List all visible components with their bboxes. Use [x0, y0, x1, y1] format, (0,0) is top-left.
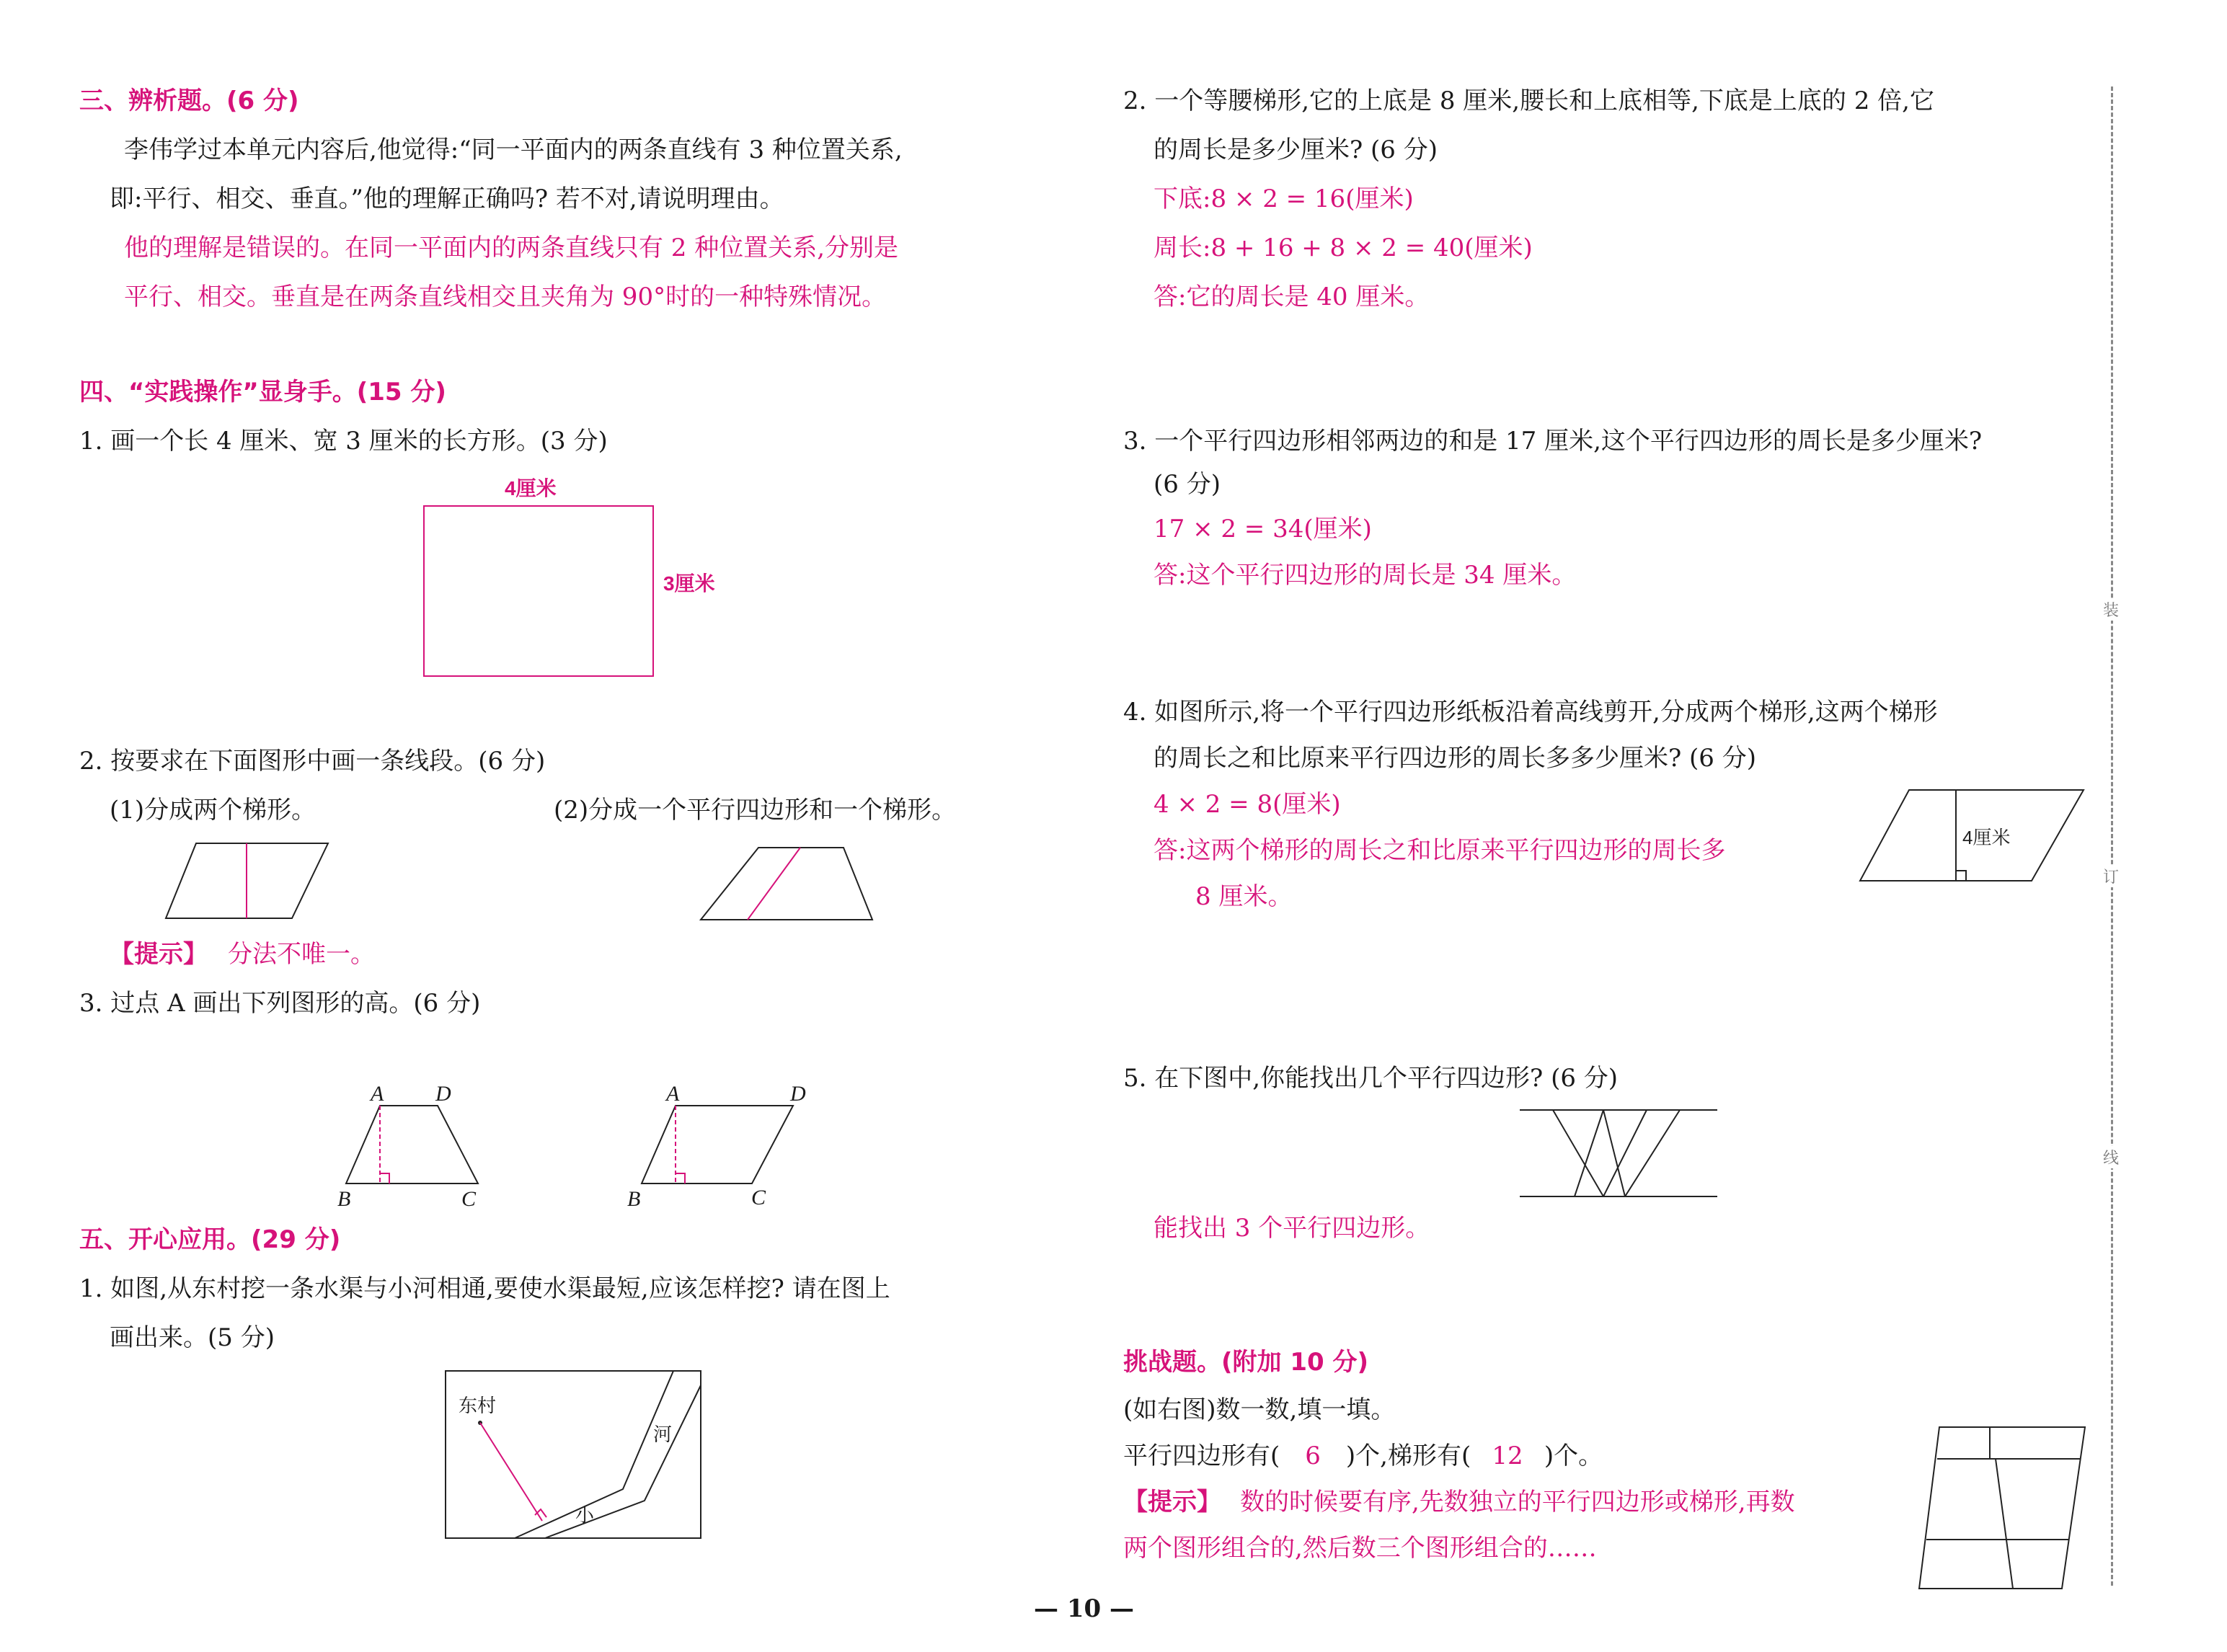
section4-title: 四、“实践操作”显身手。(15 分) — [79, 378, 446, 407]
challenge-trapezoid-count: 12 — [1492, 1442, 1523, 1470]
right-q2-solution1: 下底:8 × 2 = 16(厘米) — [1154, 185, 1414, 213]
section4-q1: 1. 画一个长 4 厘米、宽 3 厘米的长方形。(3 分) — [79, 427, 608, 456]
right-q5-answer: 能找出 3 个平行四边形。 — [1154, 1214, 1430, 1243]
label-A-1: A — [371, 1082, 384, 1106]
rect-width-label: 4厘米 — [505, 477, 557, 499]
section5-q1-line1: 1. 如图,从东村挖一条水渠与小河相通,要使水渠最短,应该怎样挖? 请在图上 — [79, 1274, 890, 1303]
hint-tag: 【提示】 — [110, 940, 208, 969]
section4-q3: 3. 过点 A 画出下列图形的高。(6 分) — [79, 989, 481, 1018]
section3-answer-line1: 他的理解是错误的。在同一平面内的两条直线只有 2 种位置关系,分别是 — [124, 234, 899, 262]
section4-q2-part1: (1)分成两个梯形。 — [110, 796, 316, 825]
hint-text: 分法不唯一。 — [228, 940, 375, 969]
challenge-text-3: )个。 — [1544, 1442, 1603, 1470]
right-q3-line2: (6 分) — [1154, 470, 1221, 499]
label-D-1: D — [435, 1082, 451, 1106]
right-q2-solution2: 周长:8 + 16 + 8 × 2 = 40(厘米) — [1154, 234, 1533, 262]
challenge-text-1: 平行四边形有( — [1123, 1442, 1280, 1470]
challenge-hint-line1: 数的时候要有序,先数独立的平行四边形或梯形,再数 — [1240, 1488, 1795, 1516]
parallelogram-count-figure — [1514, 1104, 1723, 1202]
label-D-2: D — [790, 1082, 806, 1106]
challenge-line1: (如右图)数一数,填一填。 — [1123, 1395, 1396, 1424]
page-number: — 10 — — [1034, 1594, 1134, 1623]
label-C-1: C — [461, 1187, 477, 1211]
rect-height-label: 3厘米 — [663, 572, 715, 595]
label-B-2: B — [627, 1187, 641, 1211]
margin-char-xian: 线 — [2101, 1146, 2121, 1168]
right-q4-answer-line1: 答:这两个梯形的周长之和比原来平行四边形的周长多 — [1154, 836, 1726, 865]
challenge-hint-line2: 两个图形组合的,然后数三个图形组合的…… — [1123, 1534, 1597, 1563]
right-q3-answer: 答:这个平行四边形的周长是 34 厘米。 — [1154, 561, 1577, 590]
challenge-figure — [1918, 1421, 2091, 1594]
river-label-xiao: 小 — [575, 1504, 595, 1526]
river-label-he: 河 — [653, 1424, 673, 1445]
margin-char-zhuang: 装 — [2101, 598, 2121, 621]
section4-q2: 2. 按要求在下面图形中画一条线段。(6 分) — [79, 747, 546, 776]
right-q2-answer: 答:它的周长是 40 厘米。 — [1154, 283, 1430, 311]
margin-char-ding: 订 — [2101, 865, 2121, 887]
challenge-parallelogram-count: 6 — [1305, 1442, 1321, 1470]
right-q2-line1: 2. 一个等腰梯形,它的上底是 8 厘米,腰长和上底相等,下底是上底的 2 倍,它 — [1123, 86, 1934, 115]
parallelogram-split-figure — [159, 836, 339, 930]
challenge-fill-line — [1123, 1440, 1603, 1472]
section3-question-line2: 即:平行、相交、垂直。”他的理解正确吗? 若不对,请说明理由。 — [110, 185, 784, 213]
right-q3-line1: 3. 一个平行四边形相邻两边的和是 17 厘米,这个平行四边形的周长是多少厘米? — [1123, 427, 1983, 456]
section5-q1-line2: 画出来。(5 分) — [110, 1323, 275, 1352]
right-q2-line2: 的周长是多少厘米? (6 分) — [1154, 136, 1438, 164]
parallelogram-height-figure — [634, 1096, 807, 1189]
section3-answer-line2: 平行、相交。垂直是在两条直线相交且夹角为 90°时的一种特殊情况。 — [124, 283, 887, 311]
section4-q2-part2: (2)分成一个平行四边形和一个梯形。 — [554, 796, 957, 825]
village-label: 东村 — [459, 1395, 497, 1416]
right-q3-solution: 17 × 2 = 34(厘米) — [1154, 515, 1372, 543]
binding-dashed-line — [2111, 86, 2113, 1586]
challenge-text-2: )个,梯形有( — [1345, 1442, 1471, 1470]
right-q4-answer-line2: 8 厘米。 — [1195, 882, 1293, 911]
section5-title: 五、开心应用。(29 分) — [79, 1225, 341, 1254]
right-q4-line1: 4. 如图所示,将一个平行四边形纸板沿着高线剪开,分成两个梯形,这两个梯形 — [1123, 698, 1938, 727]
trapezoid-height-figure — [339, 1096, 505, 1189]
label-A-2: A — [666, 1082, 680, 1106]
challenge-hint-tag: 【提示】 — [1123, 1488, 1221, 1516]
right-q4-line2: 的周长之和比原来平行四边形的周长多多少厘米? (6 分) — [1154, 744, 1757, 773]
section3-title: 三、辨析题。(6 分) — [79, 86, 299, 115]
trapezoid-split-figure — [692, 836, 880, 930]
cut-height-label: 4厘米 — [1962, 827, 2011, 848]
right-q4-solution: 4 × 2 = 8(厘米) — [1154, 790, 1341, 819]
section3-question-line1: 李伟学过本单元内容后,他觉得:“同一平面内的两条直线有 3 种位置关系, — [124, 136, 903, 164]
label-B-1: B — [337, 1187, 351, 1211]
right-q5: 5. 在下图中,你能找出几个平行四边形? (6 分) — [1123, 1064, 1619, 1093]
label-C-2: C — [751, 1186, 766, 1209]
challenge-title: 挑战题。(附加 10 分) — [1123, 1348, 1369, 1377]
